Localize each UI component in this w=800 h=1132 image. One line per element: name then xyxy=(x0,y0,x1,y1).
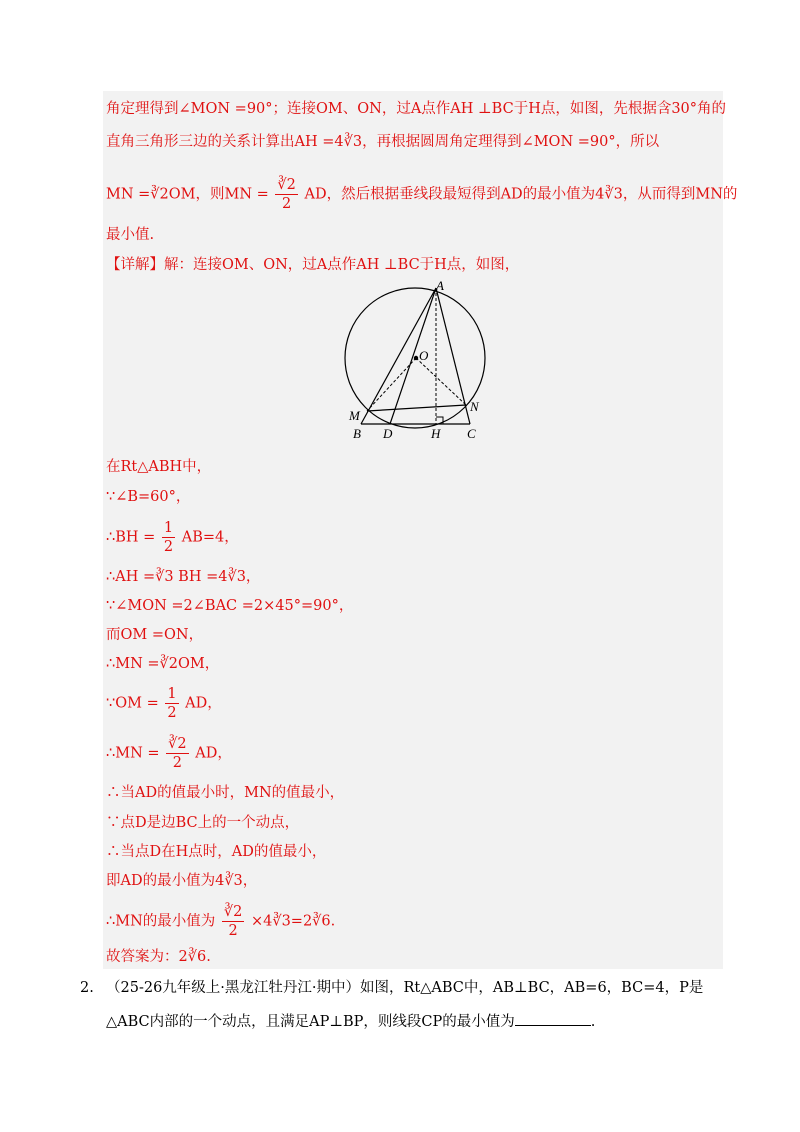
step-8-a: ∵OM = xyxy=(106,695,159,712)
fraction-numerator: ∛2 xyxy=(277,177,296,193)
analysis-line-3 xyxy=(106,176,737,213)
step-14-b: ×4∛3=2∛6. xyxy=(250,913,336,930)
fraction xyxy=(222,903,244,940)
segment-om xyxy=(367,358,416,411)
answer-line: 故答案为：2∛6. xyxy=(106,949,211,965)
answer-blank[interactable] xyxy=(515,1011,591,1026)
label-n: N xyxy=(470,399,479,414)
fraction xyxy=(166,735,188,772)
fraction-denominator: 2 xyxy=(228,923,238,939)
detail-tag: 【详解】 xyxy=(106,257,164,273)
label-b: B xyxy=(353,426,361,441)
step-10: ∴当AD的值最小时，MN的值最小， xyxy=(106,785,345,801)
segment-ad xyxy=(390,288,436,424)
point-o xyxy=(414,356,418,360)
step-4: ∴AH =∛3 BH =4∛3， xyxy=(106,569,261,585)
step-9-b: AD， xyxy=(195,745,232,762)
step-7: ∴MN =∛2OM， xyxy=(106,656,220,672)
step-8 xyxy=(106,685,222,722)
fraction-denominator: 2 xyxy=(282,196,292,212)
step-1: 在Rt△ABH中， xyxy=(106,459,212,475)
step-11: ∵点D是边BC上的一个动点， xyxy=(106,815,300,831)
analysis-line-4: 最小值. xyxy=(106,227,155,243)
step-6: 而OM =ON， xyxy=(106,627,204,643)
segment-on xyxy=(416,358,466,405)
fraction xyxy=(275,176,297,213)
label-m: M xyxy=(349,408,360,423)
label-h: H xyxy=(431,426,441,441)
fraction-denominator: 2 xyxy=(167,705,177,721)
detail-intro: 解：连接OM、ON，过A点作AH ⊥BC于H点，如图， xyxy=(164,257,520,273)
label-a: A xyxy=(436,278,444,293)
fraction-numerator: 1 xyxy=(167,686,177,702)
step-5: ∵∠MON =2∠BAC =2×45°=90°， xyxy=(106,598,354,614)
step-3 xyxy=(106,519,239,556)
step-2: ∵∠B=60°， xyxy=(106,489,191,505)
detail-intro-line xyxy=(106,255,519,275)
label-c: C xyxy=(467,426,476,441)
question-2-text: △ABC内部的一个动点，且满足AP⊥BP，则线段CP的最小值为 xyxy=(106,1014,515,1030)
question-2-line-2 xyxy=(106,1011,595,1032)
step-9-a: ∴MN = xyxy=(106,745,160,762)
label-o: O xyxy=(419,348,429,363)
fraction-denominator: 2 xyxy=(172,755,182,771)
analysis-line-3-b: AD，然后根据垂线段最短得到AD的最小值为4∛3，从而得到MN的 xyxy=(304,186,738,203)
fraction-numerator: ∛2 xyxy=(168,736,187,752)
geometry-figure xyxy=(330,278,510,444)
step-14-a: ∴MN的最小值为 xyxy=(106,913,216,930)
question-2-end: . xyxy=(590,1014,596,1030)
fraction-denominator: 2 xyxy=(163,539,174,555)
step-3-a: ∴BH = xyxy=(106,529,156,546)
question-2-number: 2. xyxy=(80,980,94,996)
step-9 xyxy=(106,735,232,772)
question-2-line-1: （25-26九年级上·黑龙江牡丹江·期中）如图，Rt△ABC中，AB⊥BC，AB=6，BC=4，P是 xyxy=(106,980,704,996)
step-14 xyxy=(106,903,335,940)
segment-mn xyxy=(367,405,466,411)
label-d: D xyxy=(383,426,393,441)
fraction-numerator: ∛2 xyxy=(223,904,243,920)
fraction xyxy=(165,685,178,722)
analysis-line-1: 角定理得到∠MON =90°；连接OM、ON，过A点作AH ⊥BC于H点，如图，先根据含30°角的 xyxy=(106,101,727,117)
fraction xyxy=(162,519,175,556)
step-13: 即AD的最小值为4∛3， xyxy=(106,873,258,889)
fraction-numerator: 1 xyxy=(163,520,174,536)
step-8-b: AD， xyxy=(185,695,222,712)
analysis-line-2: 直角三角形三边的关系计算出AH =4∛3，再根据圆周角定理得到∠MON =90°，所以 xyxy=(106,134,660,150)
analysis-line-3-a: MN =∛2OM，则MN = xyxy=(106,186,269,203)
step-3-b: AB=4， xyxy=(181,529,239,546)
step-12: ∴当点D在H点时，AD的值最小， xyxy=(106,844,327,860)
